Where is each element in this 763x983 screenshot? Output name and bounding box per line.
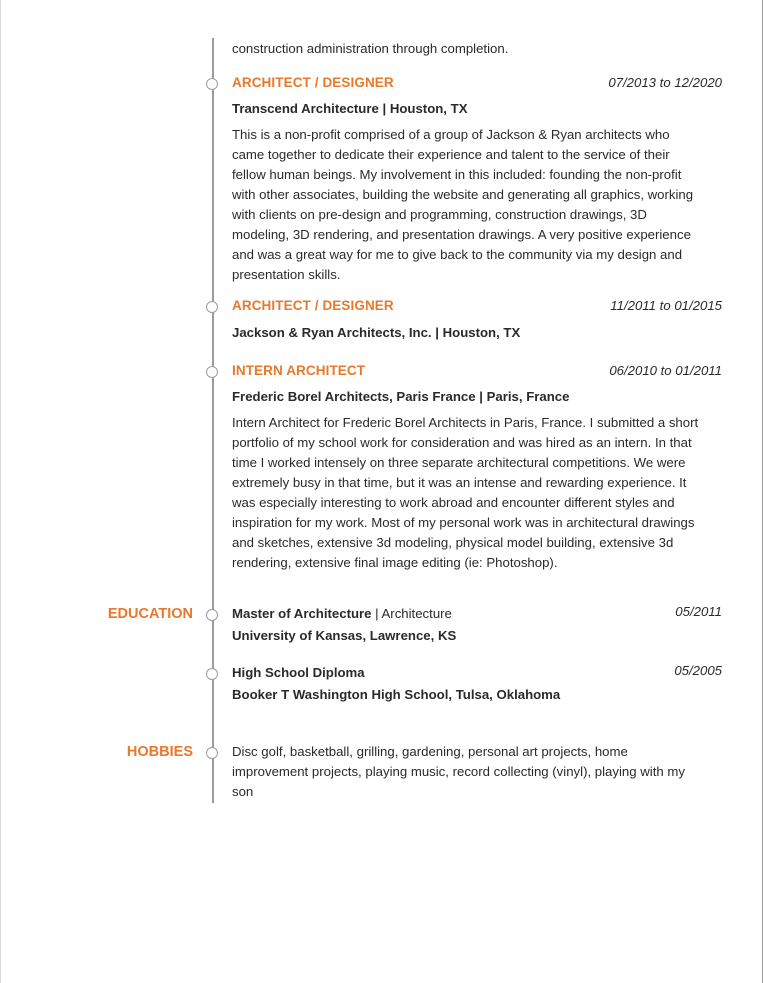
timeline-node-icon [206,747,218,759]
education-school: University of Kansas, Lawrence, KS [232,628,457,643]
desc-line: with clients on pre-design and programming, construction drawings, 3D [232,207,647,222]
desc-line: time I worked intensely on three separate architectural competitions. We were [232,455,686,470]
timeline-node-icon [206,609,218,621]
education-degree-line [232,663,365,683]
education-label: EDUCATION [107,606,193,622]
desc-line: fellow human beings. My involvement in this included: founding the non-profit [232,167,682,182]
job-org: Jackson & Ryan Architects, Inc. | Houston, TX [232,325,521,340]
desc-line: presentation skills. [232,267,341,282]
job-description [232,125,724,285]
education-date: 05/2005 [674,663,722,678]
timeline-node-icon [206,668,218,680]
desc-line: rendering, extensive final image editing (ie: Photoshop). [232,555,558,570]
desc-line: and was a great way for me to give back to the community via my design and [232,247,683,262]
degree-separator: | [371,606,382,621]
desc-line: This is a non-profit comprised of a group of Jackson & Ryan architects who [232,127,670,142]
desc-line: came together to dedicate their experience and talent to the service of their [232,147,670,162]
job-dates: 07/2013 to 12/2020 [608,75,722,90]
job-role: ARCHITECT / DESIGNER [232,298,394,313]
job-dates: 06/2010 to 01/2011 [609,363,722,378]
job-role: INTERN ARCHITECT [232,363,366,378]
education-degree-line [232,604,452,624]
desc-line: inspiration for my work. Most of my personal work was in architectural drawings [232,515,695,530]
job-role: ARCHITECT / DESIGNER [232,75,394,90]
hobbies-line: improvement projects, playing music, record collecting (vinyl), playing with my [232,764,685,779]
degree-name: Master of Architecture [232,606,372,621]
timeline-node-icon [206,366,218,378]
hobbies-label: HOBBIES [126,744,193,760]
timeline-node-icon [206,78,218,90]
desc-line: portfolio of my school work for consideration and was hired as an intern. In that [232,435,692,450]
desc-line: was especially interesting to work abroad and encounter different styles and [232,495,675,510]
desc-line: modeling, 3D rendering, and presentation drawings. A very positive experience [232,227,691,242]
job-org: Transcend Architecture | Houston, TX [232,101,468,116]
desc-line: and sketches, extensive 3d modeling, physical model building, extensive 3d [232,535,674,550]
job-description [232,413,724,573]
education-date: 05/2011 [675,604,722,619]
job-dates: 11/2011 to 01/2015 [610,298,722,313]
degree-field: Architecture [381,606,452,621]
hobbies-line: son [232,784,254,799]
desc-line: with other associates, building the website and generating all graphics, working [232,187,694,202]
timeline-node-icon [206,301,218,313]
intro-line: construction administration through completion. [232,41,509,56]
hobbies-text [232,742,724,802]
desc-line: Intern Architect for Frederic Borel Architects in Paris, France. I submitted a short [232,415,699,430]
education-school: Booker T Washington High School, Tulsa, Oklahoma [232,687,561,702]
desc-line: extremely busy in that time, but it was an intense and rewarding experience. It [232,475,687,490]
degree-name: High School Diploma [232,665,365,680]
job-org: Frederic Borel Architects, Paris France | Paris, France [232,389,570,404]
hobbies-line: Disc golf, basketball, grilling, gardening, personal art projects, home [232,744,628,759]
timeline-line [212,38,214,803]
